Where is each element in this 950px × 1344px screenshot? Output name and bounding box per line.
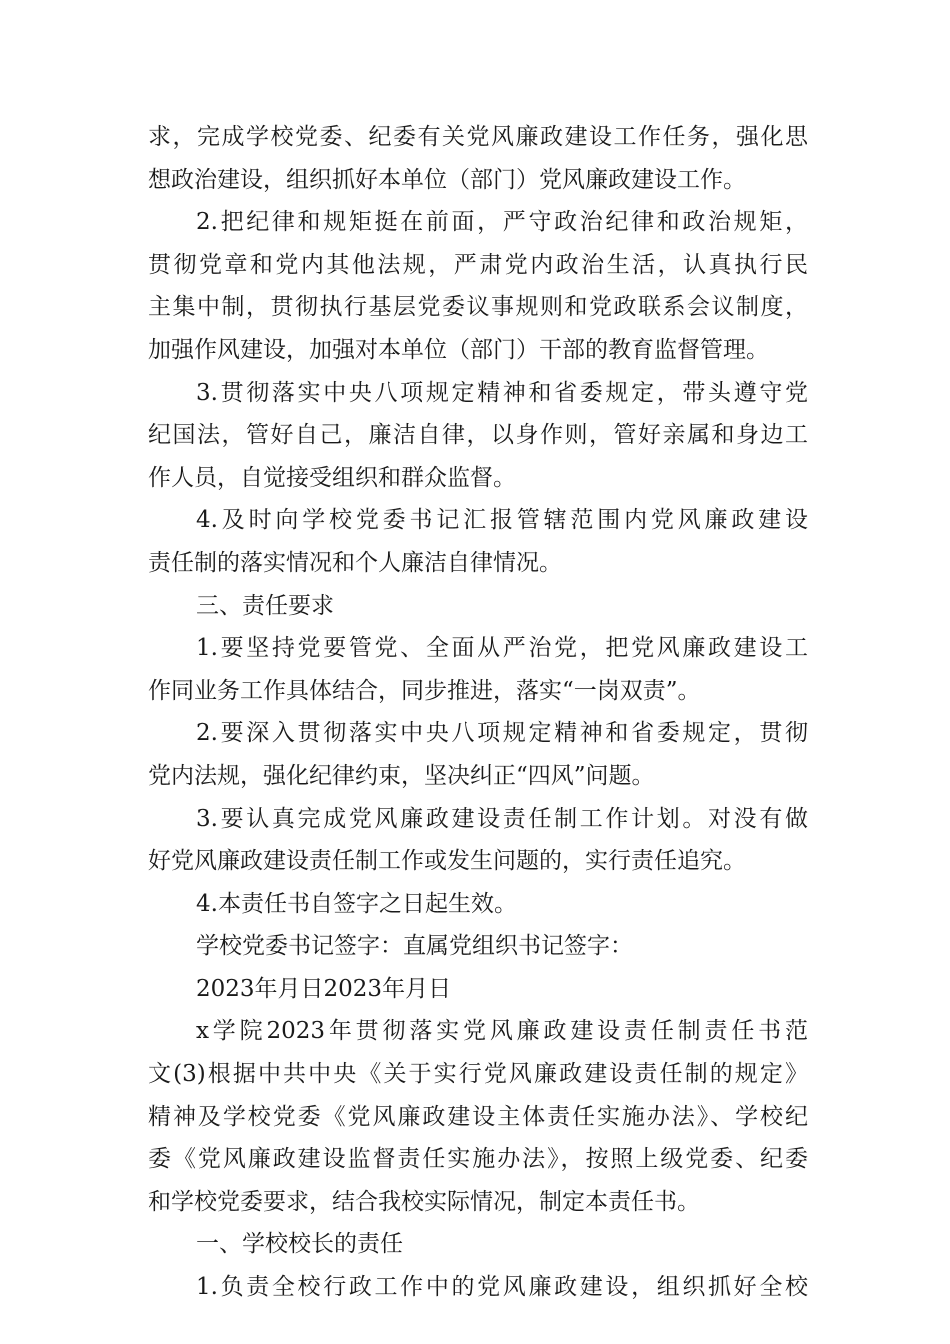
text-line: 责任制的落实情况和个人廉洁自律情况。 [148,549,562,576]
text-line: 党内法规，强化纪律约束，坚决纠正“四风”问题。 [148,762,655,789]
text-line: 学校党委书记签字：直属党组织书记签字： [196,933,633,960]
text-line: 精神及学校党委《党风廉政建设主体责任实施办法》、学校纪 [148,1103,808,1130]
text-line: 求，完成学校党委、纪委有关党风廉政建设工作任务，强化思 [148,124,808,150]
text-line: 贯彻党章和党内其他法规，严肃党内政治生活，认真执行民 [148,251,808,278]
text-line: 作人员，自觉接受组织和群众监督。 [148,464,516,491]
text-line: 2023年月日2023年月日 [196,975,452,1002]
text-line: 委《党风廉政建设监督责任实施办法》，按照上级党委、纪委 [148,1146,808,1173]
text-line: 2.把纪律和规矩挺在前面，严守政治纪律和政治规矩， [196,209,808,236]
text-line: 4.本责任书自签字之日起生效。 [196,890,517,917]
text-line: 一、学校校长的责任 [196,1231,403,1258]
text-line: 3.贯彻落实中央八项规定精神和省委规定，带头遵守党 [196,379,808,406]
text-line: 和学校党委要求，结合我校实际情况，制定本责任书。 [148,1188,700,1215]
text-line: 好党风廉政建设责任制工作或发生问题的，实行责任追究。 [148,848,746,875]
text-line: 加强作风建设，加强对本单位（部门）干部的教育监督管理。 [148,336,769,363]
text-line: 文(3)根据中共中央《关于实行党风廉政建设责任制的规定》 [148,1061,808,1088]
text-line: 2.要深入贯彻落实中央八项规定精神和省委规定，贯彻 [196,720,808,747]
text-line: 纪国法，管好自己，廉洁自律，以身作则，管好亲属和身边工 [148,422,808,449]
text-line: 4.及时向学校党委书记汇报管辖范围内党风廉政建设 [196,507,808,534]
text-line: 1.要坚持党要管党、全面从严治党，把党风廉政建设工 [196,635,808,662]
text-line: 三、责任要求 [196,592,334,619]
text-line: 作同业务工作具体结合，同步推进，落实“一岗双责”。 [148,677,701,704]
text-line: 3.要认真完成党风廉政建设责任制工作计划。对没有做 [196,805,808,832]
document-body [148,116,808,1309]
text-line: 主集中制，贯彻执行基层党委议事规则和党政联系会议制度， [148,294,808,321]
text-line: 想政治建设，组织抓好本单位（部门）党风廉政建设工作。 [148,166,746,193]
text-line: 1.负责全校行政工作中的党风廉政建设，组织抓好全校 [196,1274,808,1301]
text-line: x学院2023年贯彻落实党风廉政建设责任制责任书范 [196,1018,808,1045]
